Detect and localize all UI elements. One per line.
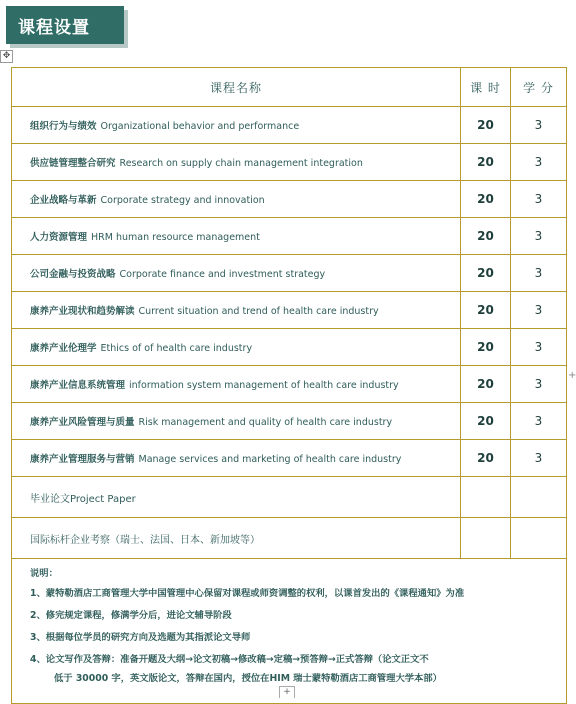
table-row [12,518,567,559]
notes-cell [12,559,567,704]
table-header-row [12,68,567,107]
table-row [12,107,567,144]
course-credits-cell: 3 [511,144,567,181]
course-name-en: Risk management and quality of health care industry [138,417,393,428]
note-line: 2、修完规定课程，修满学分后，进论文辅导阶段 [30,610,232,621]
course-hours-cell: 20 [461,107,511,144]
course-name-cn: 人力资源管理 [30,232,88,243]
column-header-name: 课程名称 [12,68,461,107]
course-hours-cell: 20 [461,329,511,366]
table-row [12,218,567,255]
column-header-credits: 学 分 [511,68,567,107]
course-credits-cell: 3 [511,218,567,255]
course-name-cell [12,218,461,255]
project-paper-cell: 毕业论文Project Paper [12,477,461,518]
course-credits-cell: 3 [511,329,567,366]
note-line: 3、根据每位学员的研究方向及选题为其指派论文导师 [30,632,251,643]
course-name-cn: 供应链管理整合研究 [30,158,116,169]
table-row [12,366,567,403]
course-hours-cell: 20 [461,403,511,440]
table-row [12,440,567,477]
note-line: 低于 30000 字，英文版论文，答辩在国内，授位在HIM 瑞士蒙特勒酒店工商管理大学本部） [54,673,442,684]
course-name-cn: 康养产业伦理学 [30,343,97,354]
course-name-cell [12,181,461,218]
course-name-cell [12,440,461,477]
course-name-en: Manage services and marketing of health care industry [138,454,402,465]
course-hours-cell: 20 [461,366,511,403]
table-row [12,181,567,218]
notes-row [12,559,567,704]
course-name-cell [12,403,461,440]
page-title: 课程设置 [6,6,124,44]
table-row [12,329,567,366]
add-row-icon[interactable]: + [279,686,295,698]
course-credits-cell: 3 [511,107,567,144]
course-name-cn: 康养产业信息系统管理 [30,380,126,391]
add-column-icon[interactable]: + [568,370,576,381]
course-name-cn: 康养产业现状和趋势解读 [30,306,135,317]
course-hours-cell: 20 [461,440,511,477]
course-hours-cell: 20 [461,292,511,329]
empty-cell [511,518,567,559]
table-row [12,292,567,329]
note-line: 4、论文写作及答辩：准备开题及大纲→论文初稿→修改稿→定稿→预答辩→正式答辩（论文正文不 [30,654,429,665]
course-table [11,67,567,704]
course-credits-cell: 3 [511,292,567,329]
course-name-cell [12,366,461,403]
table-row [12,144,567,181]
course-name-cn: 企业战略与革新 [30,195,97,206]
course-credits-cell: 3 [511,403,567,440]
note-line: 1、蒙特勒酒店工商管理大学中国管理中心保留对课程或师资调整的权利，以课首发出的《课程通知》为准 [30,588,465,599]
course-name-cn: 公司金融与投资战略 [30,269,116,280]
course-hours-cell: 20 [461,181,511,218]
empty-cell [461,477,511,518]
course-name-cell [12,329,461,366]
course-name-cn: 康养产业风险管理与质量 [30,417,135,428]
empty-cell [511,477,567,518]
table-row [12,255,567,292]
course-name-en: Organizational behavior and performance [100,121,300,132]
course-hours-cell: 20 [461,255,511,292]
table-move-handle-icon[interactable]: ✥ [0,50,13,63]
course-name-en: HRM human resource management [91,232,260,243]
course-name-en: Corporate finance and investment strategy [119,269,326,280]
table-row [12,477,567,518]
course-credits-cell: 3 [511,440,567,477]
course-name-en: Research on supply chain management integration [119,158,363,169]
course-credits-cell: 3 [511,255,567,292]
course-name-en: Current situation and trend of health care industry [138,306,379,317]
column-header-hours: 课 时 [461,68,511,107]
course-hours-cell: 20 [461,218,511,255]
notes-title: 说明： [30,568,58,579]
course-name-en: Ethics of of health care industry [100,343,253,354]
course-name-cell [12,292,461,329]
course-name-cn: 组织行为与绩效 [30,121,97,132]
empty-cell [461,518,511,559]
course-name-en: information system management of health care industry [129,380,399,391]
course-credits-cell: 3 [511,366,567,403]
benchmark-visit-cell: 国际标杆企业考察（瑞士、法国、日本、新加坡等） [12,518,461,559]
course-credits-cell: 3 [511,181,567,218]
course-name-cn: 康养产业管理服务与营销 [30,454,135,465]
course-name-cell [12,255,461,292]
course-name-cell [12,107,461,144]
table-row [12,403,567,440]
course-hours-cell: 20 [461,144,511,181]
course-name-cell [12,144,461,181]
course-name-en: Corporate strategy and innovation [100,195,265,206]
